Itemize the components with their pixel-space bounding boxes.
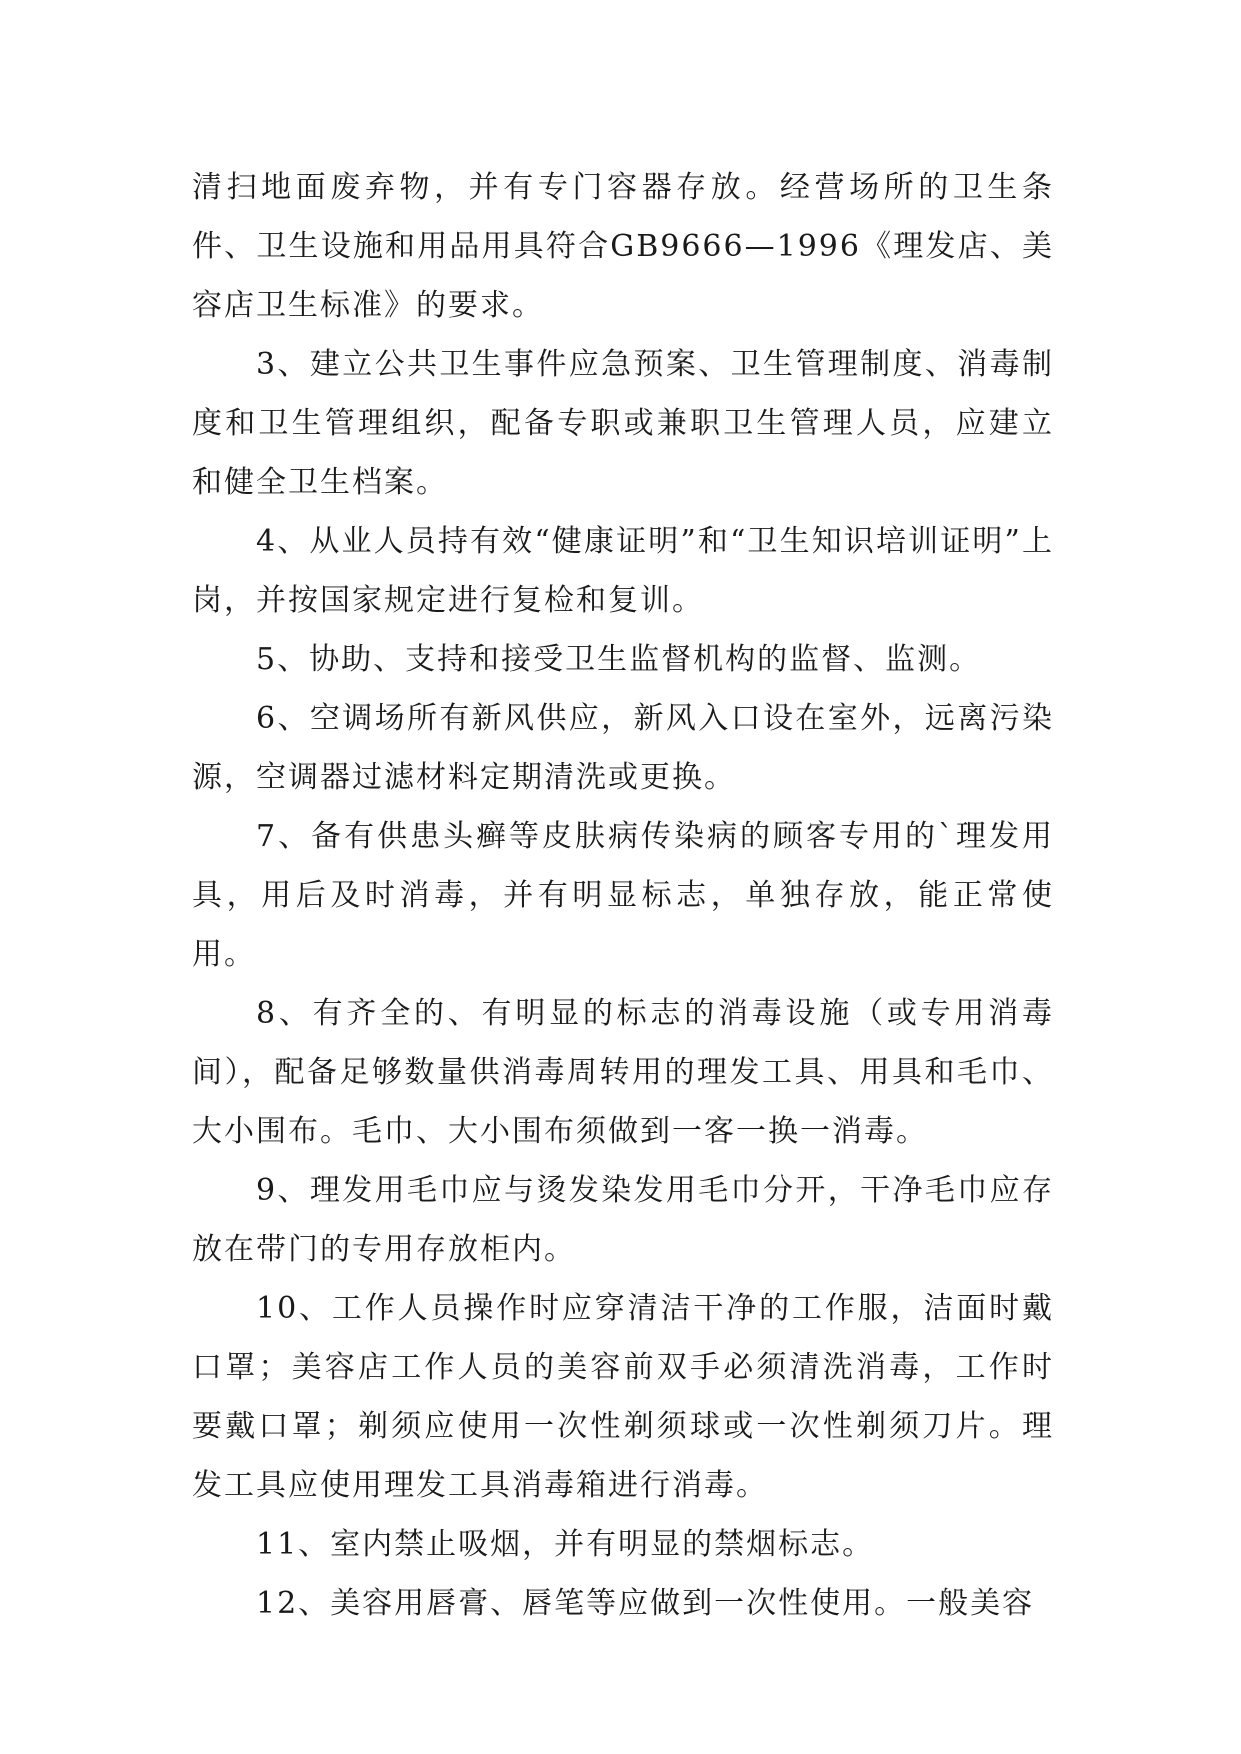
paragraph-item-3: 3、建立公共卫生事件应急预案、卫生管理制度、消毒制度和卫生管理组织，配备专职或兼职卫生管理人员，应建立和健全卫生档案。 [192,347,1054,500]
paragraph-item-6: 6、空调场所有新风供应，新风入口设在室外，远离污染源，空调器过滤材料定期清洗或更换。 [192,701,1054,795]
paragraph-item-9: 9、理发用毛巾应与烫发染发用毛巾分开，干净毛巾应存放在带门的专用存放柜内。 [192,1173,1054,1267]
paragraph-item-8: 8、有齐全的、有明显的标志的消毒设施（或专用消毒间），配备足够数量供消毒周转用的理发工具、用具和毛巾、大小围布。毛巾、大小围布须做到一客一换一消毒。 [192,996,1054,1149]
paragraph-item-4: 4、从业人员持有效“健康证明”和“卫生知识培训证明”上岗，并按国家规定进行复检和复训。 [192,524,1054,618]
paragraph-continuation: 清扫地面废弃物，并有专门容器存放。经营场所的卫生条件、卫生设施和用品用具符合GB9666—1996《理发店、美容店卫生标准》的要求。 [192,170,1054,323]
paragraph-item-5: 5、协助、支持和接受卫生监督机构的监督、监测。 [256,642,982,677]
document-body [192,158,1054,1633]
paragraph-item-7: 7、备有供患头癣等皮肤病传染病的顾客专用的`理发用具，用后及时消毒，并有明显标志，单独存放，能正常使用。 [192,819,1054,972]
paragraph-item-12: 12、美容用唇膏、唇笔等应做到一次性使用。一般美容 [256,1586,1035,1621]
paragraph-item-11: 11、室内禁止吸烟，并有明显的禁烟标志。 [256,1527,875,1562]
paragraph-item-10: 10、工作人员操作时应穿清洁干净的工作服，洁面时戴口罩；美容店工作人员的美容前双手必须清洗消毒，工作时要戴口罩；剃须应使用一次性剃须球或一次性剃须刀片。理发工具应使用理发工具消毒箱进行消毒。 [192,1291,1054,1503]
